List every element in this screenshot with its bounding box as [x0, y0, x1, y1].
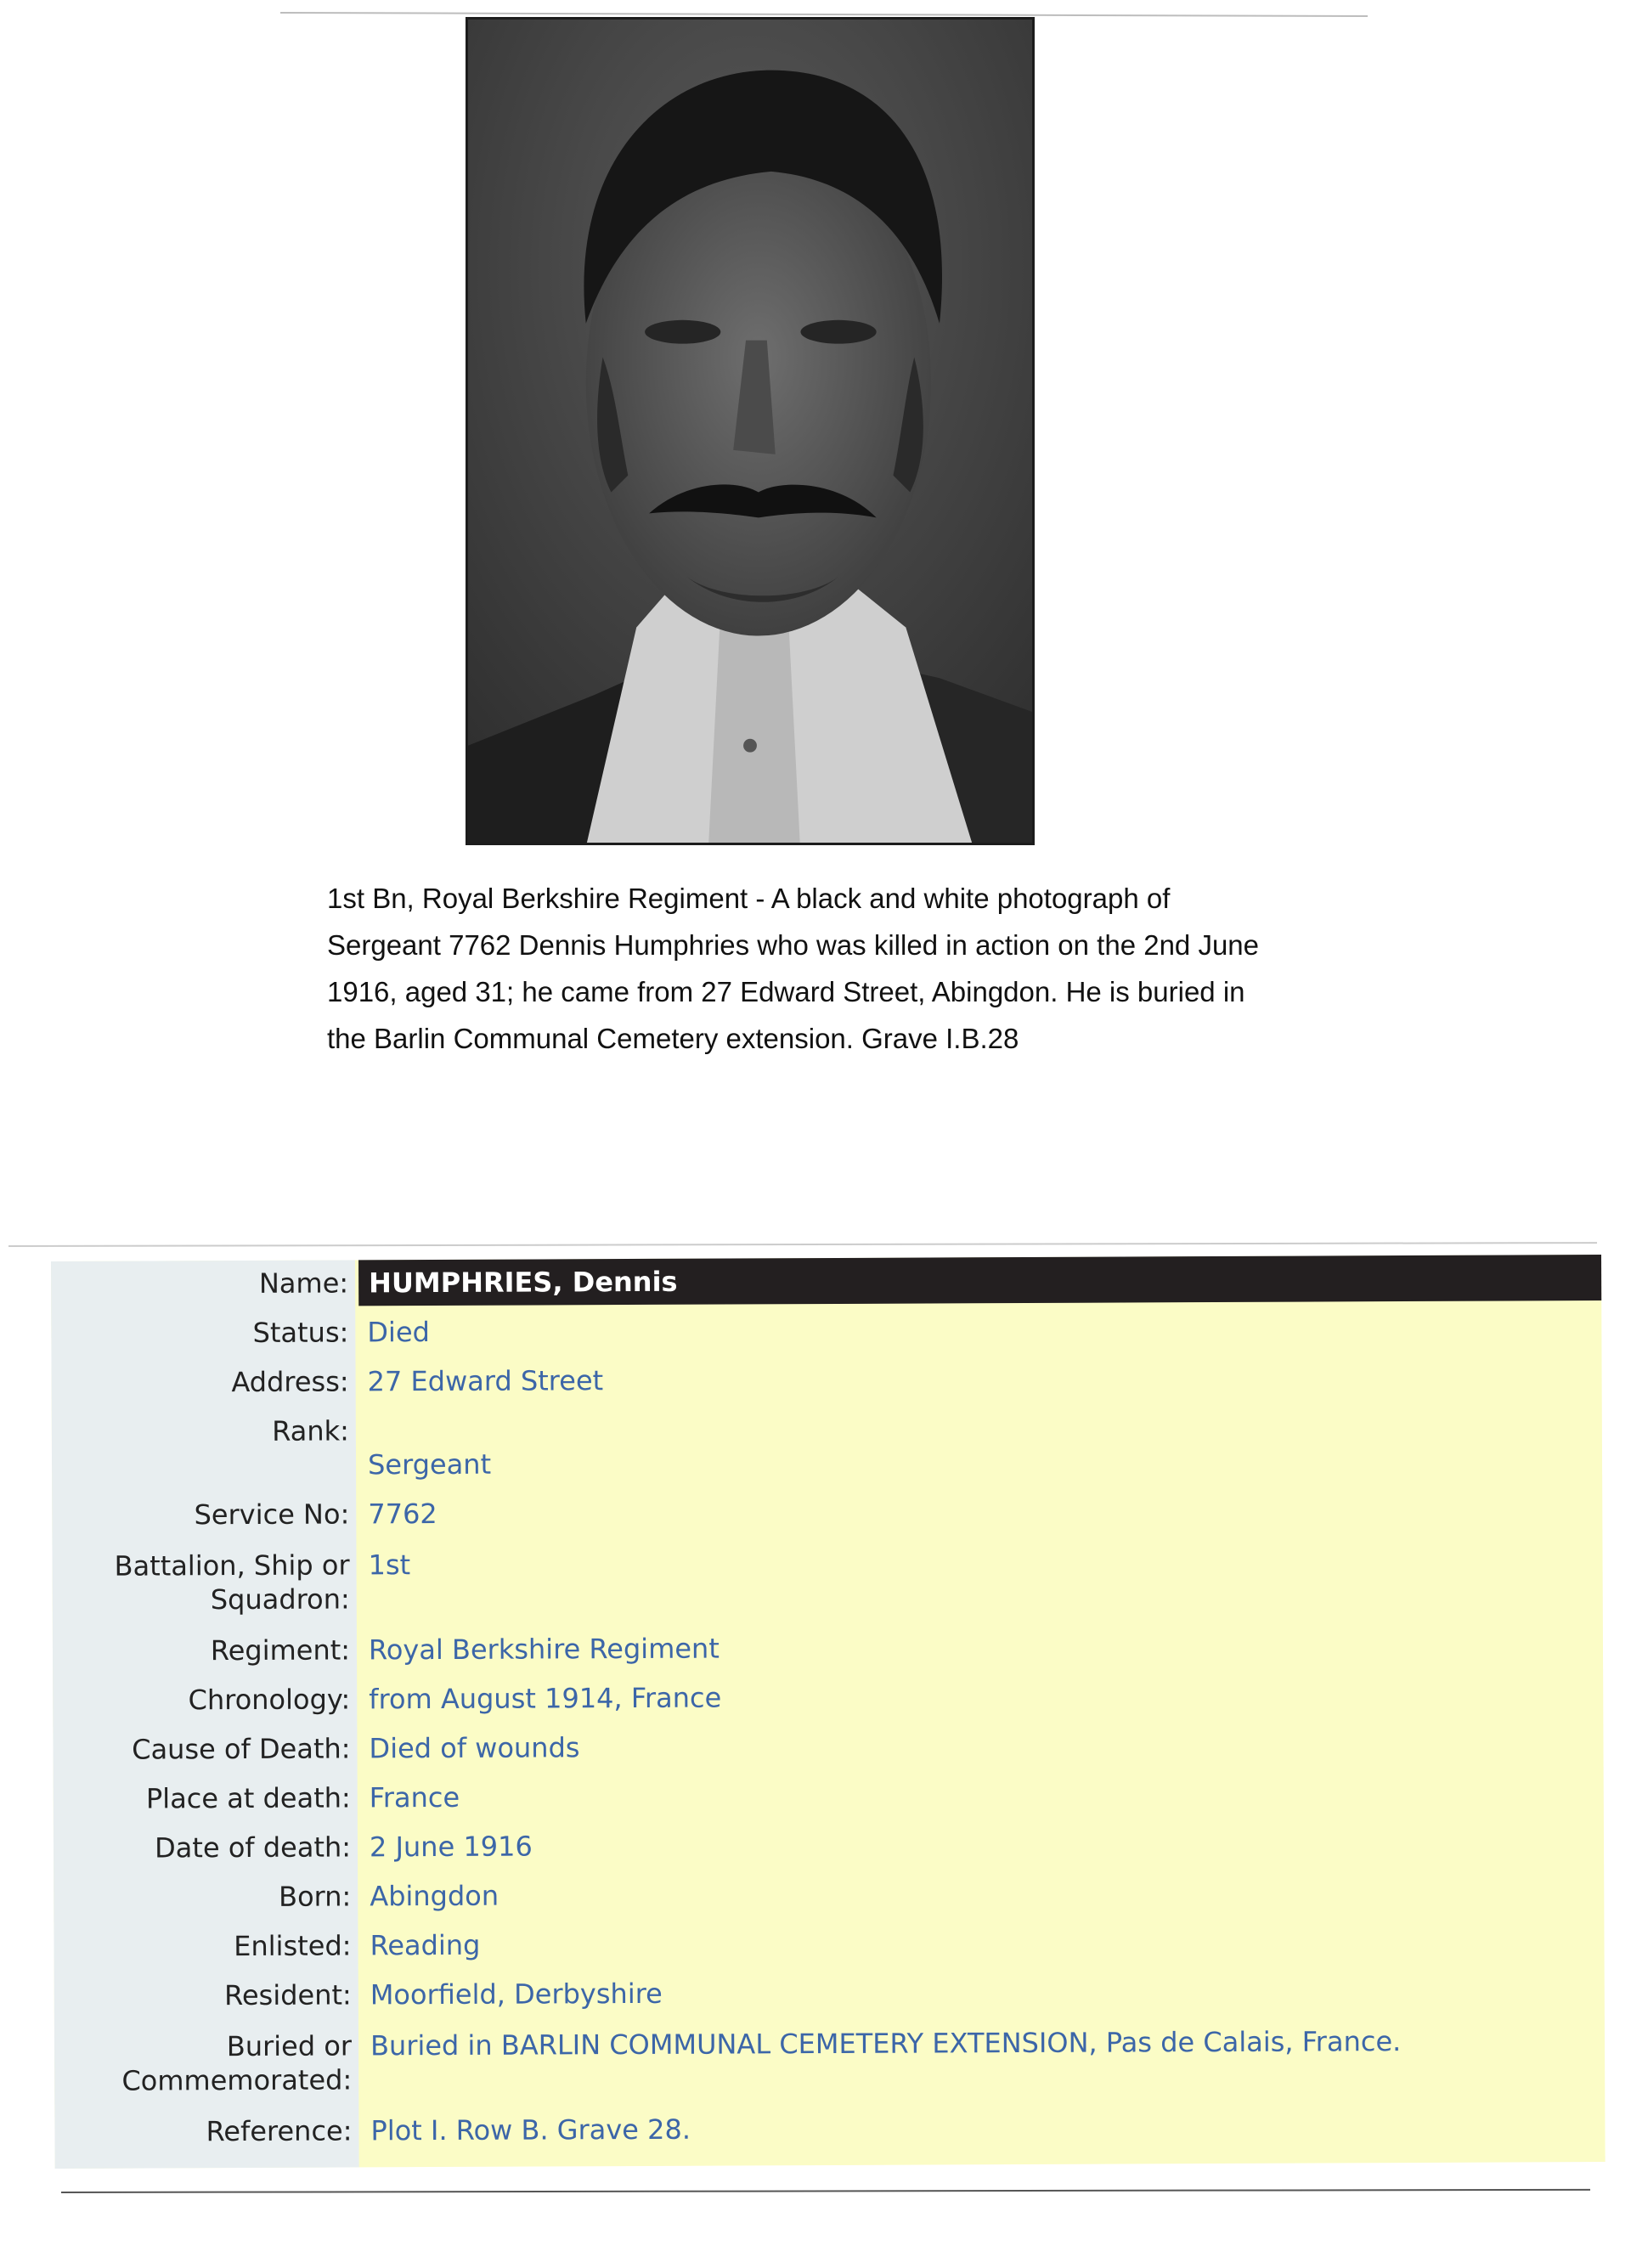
- address-label: Address:: [231, 1365, 349, 1399]
- middle-divider: [8, 1242, 1597, 1247]
- battalion-label-cont: Squadron:: [210, 1583, 350, 1616]
- enlisted-value: Reading: [370, 1928, 481, 1962]
- buried-value: Buried in BARLIN COMMUNAL CEMETERY EXTENSION, Pas de Calais, France.: [370, 2025, 1402, 2062]
- battalion-value: 1st: [368, 1549, 411, 1582]
- regiment-label: Regiment:: [210, 1633, 351, 1667]
- regiment-value: Royal Berkshire Regiment: [368, 1632, 720, 1667]
- address-value: 27 Edward Street: [367, 1364, 604, 1398]
- cause-of-death-label: Cause of Death:: [132, 1732, 351, 1766]
- place-at-death-value: France: [369, 1780, 460, 1814]
- reference-label: Reference:: [206, 2114, 353, 2148]
- service-no-value: 7762: [368, 1498, 437, 1531]
- rank-value: Sergeant: [367, 1447, 492, 1481]
- caption-line: 1916, aged 31; he came from 27 Edward Street, Abingdon. He is buried in: [327, 976, 1245, 1007]
- name-label: Name:: [258, 1267, 349, 1300]
- date-of-death-value: 2 June 1916: [369, 1830, 533, 1864]
- portrait-photo: [466, 17, 1035, 845]
- resident-label: Resident:: [224, 1978, 352, 2012]
- buried-label-cont: Commemorated:: [121, 2063, 353, 2097]
- place-at-death-label: Place at death:: [145, 1781, 351, 1815]
- battalion-label: Battalion, Ship or: [114, 1549, 350, 1583]
- status-value: Died: [367, 1316, 430, 1349]
- date-of-death-label: Date of death:: [155, 1831, 352, 1865]
- caption-line: the Barlin Communal Cemetery extension. Grave I.B.28: [327, 1023, 1019, 1054]
- born-label: Born:: [278, 1880, 352, 1913]
- buried-label: Buried or: [226, 2029, 353, 2063]
- reference-value: Plot I. Row B. Grave 28.: [370, 2113, 691, 2147]
- born-value: Abingdon: [370, 1879, 499, 1913]
- caption-line: 1st Bn, Royal Berkshire Regiment - A black and white photograph of: [327, 883, 1171, 914]
- resident-value: Moorfield, Derbyshire: [370, 1977, 663, 2011]
- service-no-label: Service No:: [194, 1498, 350, 1532]
- status-label: Status:: [252, 1316, 349, 1349]
- bottom-divider: [61, 2189, 1590, 2193]
- rank-label: Rank:: [272, 1414, 349, 1447]
- photo-caption: [327, 875, 1372, 1062]
- service-record-table: [51, 1255, 1606, 2169]
- cause-of-death-value: Died of wounds: [369, 1731, 580, 1765]
- chronology-value: from August 1914, France: [369, 1681, 722, 1716]
- enlisted-label: Enlisted:: [234, 1929, 352, 1963]
- caption-line: Sergeant 7762 Dennis Humphries who was killed in action on the 2nd June: [327, 929, 1260, 961]
- name-value: HUMPHRIES, Dennis: [369, 1265, 678, 1300]
- chronology-label: Chronology:: [188, 1683, 351, 1717]
